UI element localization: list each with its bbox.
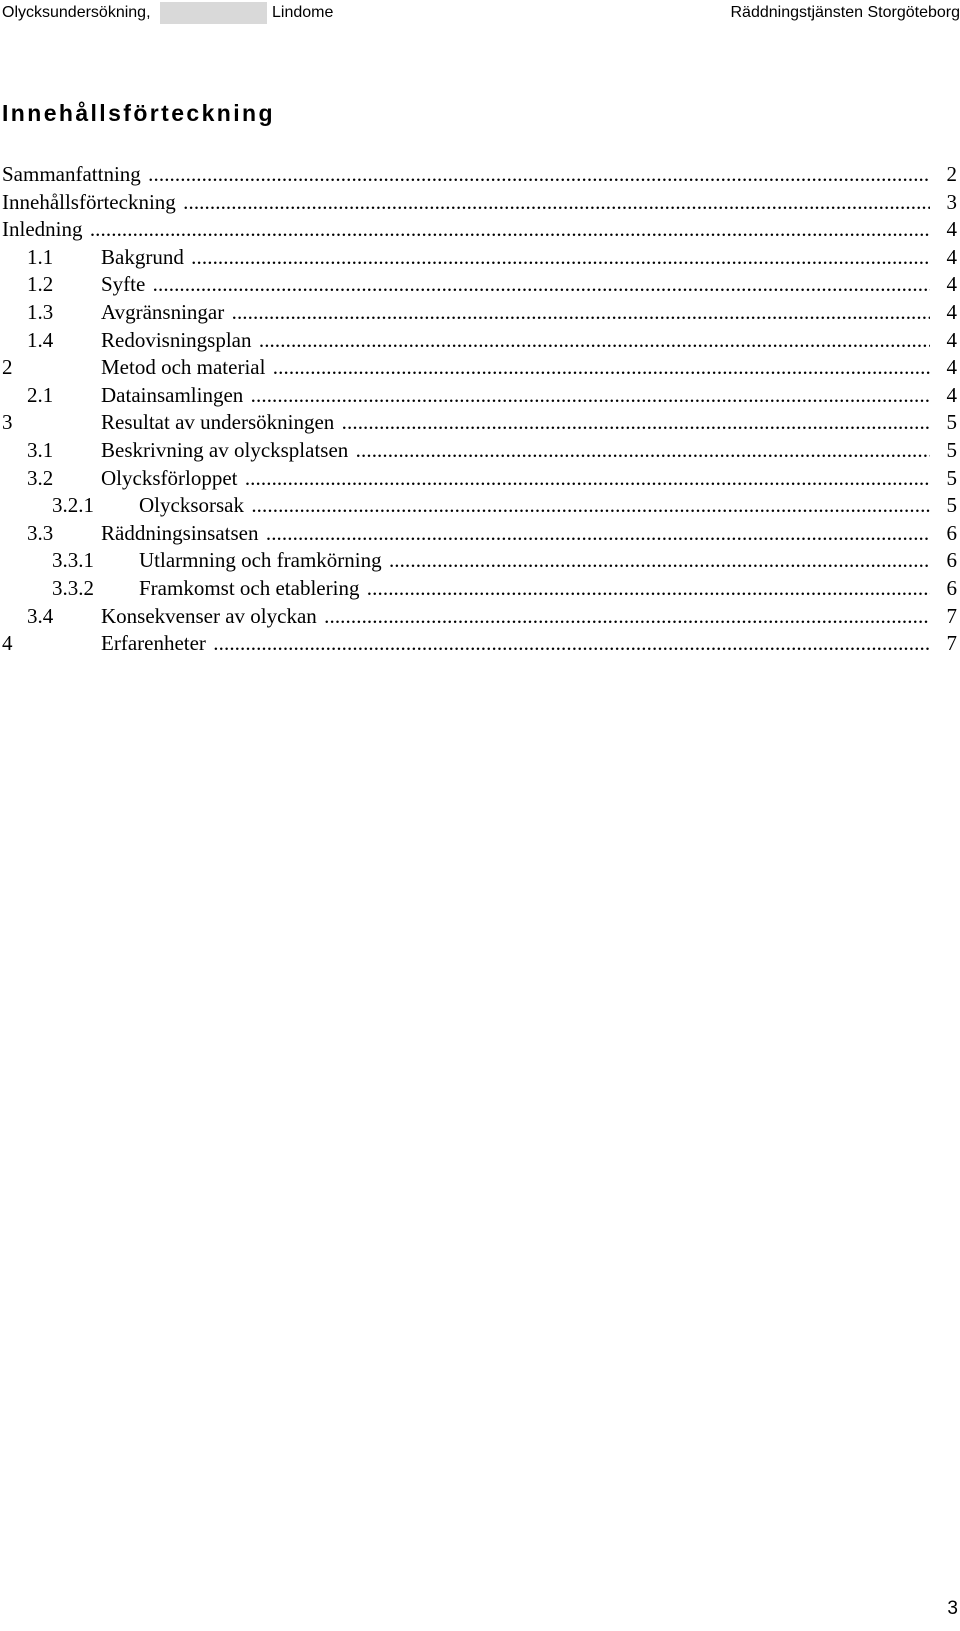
header-left-text: Olycksundersökning, <box>2 4 151 21</box>
toc-entry[interactable] <box>0 299 958 327</box>
header-redaction-block <box>160 2 267 24</box>
toc-entry-page: 4 <box>946 272 957 297</box>
toc-entry[interactable] <box>0 520 958 548</box>
toc-entry-leader <box>2 189 930 217</box>
toc-entry-number: 3.3.2 <box>52 575 94 603</box>
toc-entry-page: 3 <box>946 189 957 214</box>
toc-entry-page: 4 <box>946 327 957 352</box>
toc-entry-number: 3 <box>2 409 13 437</box>
toc-entry[interactable] <box>0 216 958 244</box>
toc-entry[interactable] <box>0 244 958 272</box>
toc-entry-text: Innehållsförteckning <box>2 189 176 214</box>
toc-entry-number: 3.2.1 <box>52 492 94 520</box>
toc-entry-page: 6 <box>946 520 957 545</box>
page-header <box>0 2 960 24</box>
toc-entry-page: 4 <box>946 299 957 324</box>
toc-entry-text: Inledning <box>2 217 83 242</box>
toc-entry-leader <box>101 354 930 382</box>
toc-entry-text: Olycksförloppet <box>101 465 238 490</box>
toc-entry-leader <box>101 437 930 465</box>
toc-entry-text: Utlarmning och framkörning <box>139 548 382 573</box>
toc-entry-page: 4 <box>946 244 957 269</box>
toc-entry-page: 5 <box>946 493 957 518</box>
toc-entry-leader <box>101 299 930 327</box>
toc-entry[interactable] <box>0 161 958 189</box>
toc-entry-page: 4 <box>946 217 957 242</box>
toc-entry-page: 2 <box>946 162 957 186</box>
toc-entry-leader <box>101 382 930 410</box>
toc-entry-number: 2 <box>2 354 13 382</box>
toc-entry-leader <box>101 327 930 355</box>
toc-entry-leader <box>139 575 930 603</box>
toc-entry[interactable] <box>0 437 958 465</box>
toc-entry[interactable] <box>0 327 958 355</box>
toc-entry-leader <box>101 520 930 548</box>
toc-entry-page: 6 <box>946 548 957 573</box>
page-number: 3 <box>947 1598 958 1619</box>
toc-entry-leader <box>2 161 930 189</box>
toc-entry-leader <box>101 409 930 437</box>
toc-entry-text: Framkomst och etablering <box>139 575 360 600</box>
toc-entry-number: 3.3 <box>27 520 53 548</box>
toc-entry-text: Räddningsinsatsen <box>101 520 259 545</box>
toc-entry-text: Beskrivning av olycksplatsen <box>101 437 349 462</box>
toc-entry-leader <box>101 244 930 272</box>
toc-entry-page: 5 <box>946 410 957 435</box>
toc-entry-text: Resultat av undersökningen <box>101 410 335 435</box>
toc-entry[interactable] <box>0 465 958 493</box>
toc-entry[interactable] <box>0 575 958 603</box>
toc-entry[interactable] <box>0 271 958 299</box>
toc-entry-number: 3.1 <box>27 437 53 465</box>
toc-entry-page: 7 <box>946 603 957 628</box>
toc-entry-text: Sammanfattning <box>2 162 141 186</box>
toc-entry-leader <box>101 630 930 658</box>
toc-entry-text: Syfte <box>101 272 146 297</box>
toc-entry-page: 5 <box>946 437 957 462</box>
toc-entry[interactable] <box>0 354 958 382</box>
toc-entry-page: 4 <box>946 382 957 407</box>
toc-entry[interactable] <box>0 492 958 520</box>
toc-entry-text: Konsekvenser av olyckan <box>101 603 317 628</box>
toc-entry[interactable] <box>0 382 958 410</box>
toc-entry-text: Bakgrund <box>101 244 184 269</box>
toc-entry-number: 1.4 <box>27 327 53 355</box>
toc-entry-text: Erfarenheter <box>101 631 206 656</box>
header-organization-text: Räddningstjänsten Storgöteborg <box>730 4 960 21</box>
toc-entry-leader <box>101 271 930 299</box>
toc-entry-text: Redovisningsplan <box>101 327 252 352</box>
toc-entry-text: Avgränsningar <box>101 299 225 324</box>
toc-entry[interactable] <box>0 189 958 217</box>
toc-entry-number: 2.1 <box>27 382 53 410</box>
toc-entry-page: 4 <box>946 355 957 380</box>
toc-entry-text: Metod och material <box>101 355 266 380</box>
toc-entry-leader <box>139 492 930 520</box>
toc-entry[interactable] <box>0 547 958 575</box>
toc-entry-page: 5 <box>946 465 957 490</box>
toc-entry-number: 4 <box>2 630 13 658</box>
table-of-contents <box>0 161 958 658</box>
toc-entry-leader <box>139 547 930 575</box>
toc-entry-leader <box>2 216 930 244</box>
toc-entry-leader <box>101 465 930 493</box>
toc-entry-number: 3.3.1 <box>52 547 94 575</box>
toc-entry-page: 6 <box>946 575 957 600</box>
toc-entry-number: 3.4 <box>27 603 53 631</box>
toc-entry-text: Olycksorsak <box>139 493 244 518</box>
toc-entry-text: Datainsamlingen <box>101 382 244 407</box>
toc-entry[interactable] <box>0 603 958 631</box>
header-location-text: Lindome <box>272 4 334 21</box>
toc-entry-number: 1.3 <box>27 299 53 327</box>
toc-entry[interactable] <box>0 409 958 437</box>
toc-entry-number: 1.1 <box>27 244 53 272</box>
toc-entry-leader <box>101 603 930 631</box>
toc-entry-number: 3.2 <box>27 465 53 493</box>
toc-entry-page: 7 <box>946 631 957 656</box>
toc-entry-number: 1.2 <box>27 271 53 299</box>
toc-entry[interactable] <box>0 630 958 658</box>
toc-title: Innehållsförteckning <box>2 100 275 126</box>
